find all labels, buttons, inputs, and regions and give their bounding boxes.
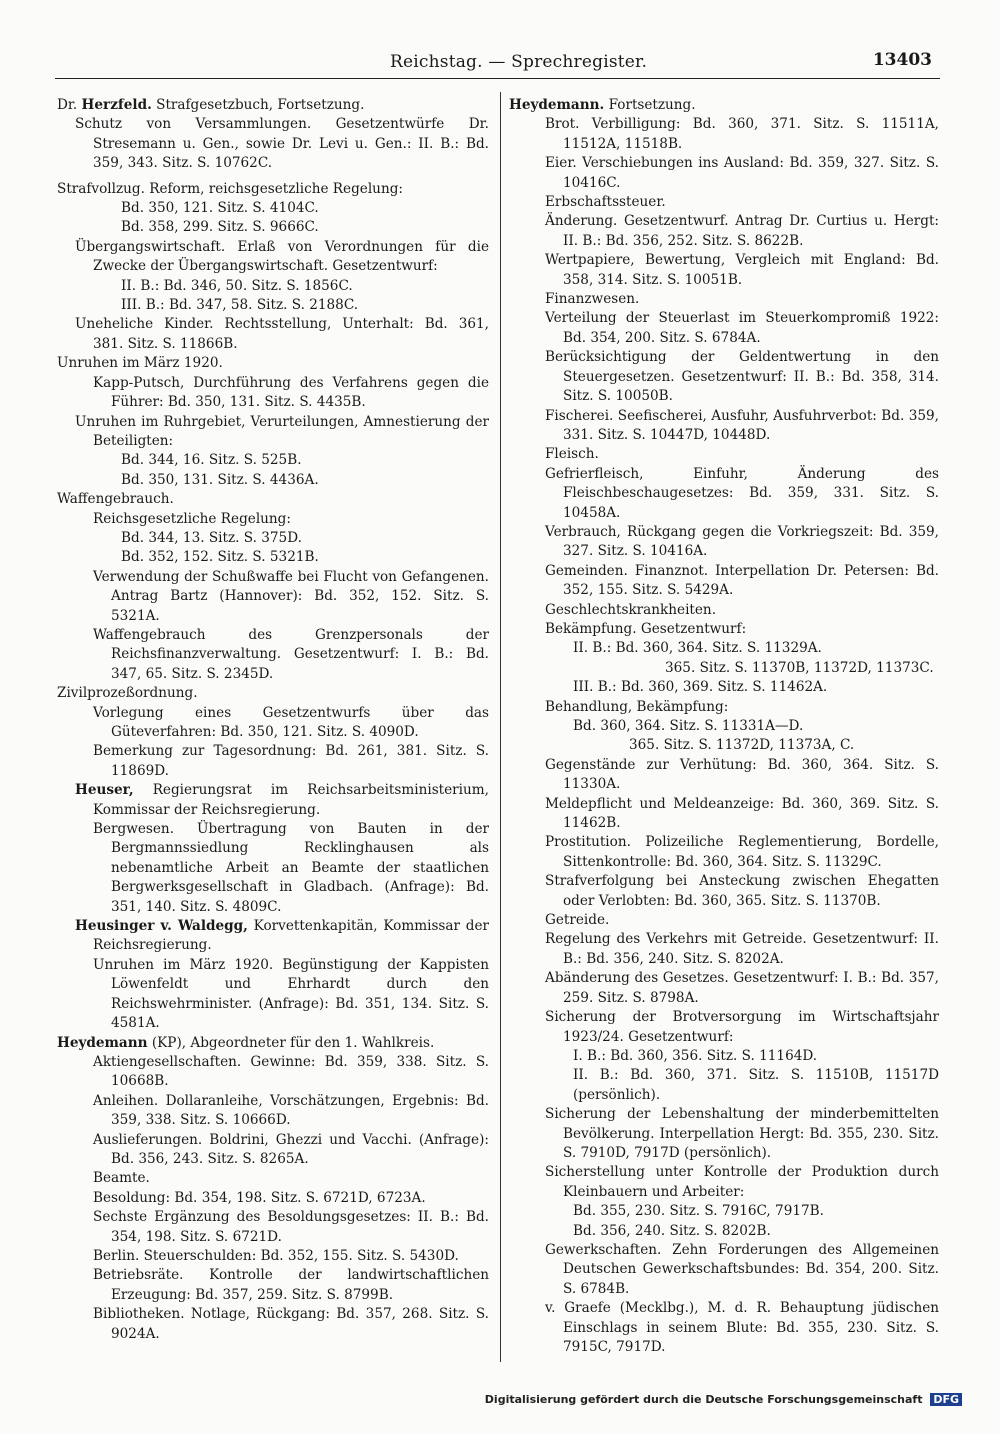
entry-name: Heydemann. [509, 97, 605, 113]
index-entry: Verwendung der Schußwaffe bei Flucht von Gefangenen. Antrag Bartz (Hannover): Bd. 352, 152. Sitz. S. 5321A. [93, 568, 489, 624]
index-entry: Wertpapiere, Bewertung, Vergleich mit England: Bd. 358, 314. Sitz. S. 10051B. [545, 252, 939, 288]
index-entry: Heydemann (KP), Abgeordneter für den 1. Wahlkreis. [57, 1034, 435, 1051]
right-column [509, 96, 939, 1357]
index-entry: Berlin. Steuerschulden: Bd. 352, 155. Sitz. S. 5430D. [93, 1247, 459, 1264]
index-entry: Sicherung der Brotversorgung im Wirtschaftsjahr 1923/24. Gesetzentwurf: [545, 1009, 939, 1045]
index-entry: Eier. Verschiebungen ins Ausland: Bd. 359, 327. Sitz. S. 10416C. [545, 155, 939, 191]
index-entry: Uneheliche Kinder. Rechtsstellung, Unterhalt: Bd. 361, 381. Sitz. S. 11866B. [75, 316, 489, 352]
index-entry: II. B.: Bd. 360, 364. Sitz. S. 11329A. [573, 640, 822, 657]
index-entry: Sechste Ergänzung des Besoldungsgesetzes: II. B.: Bd. 354, 198. Sitz. S. 6721D. [93, 1209, 489, 1245]
left-column [57, 96, 489, 1344]
index-entry: Sicherung der Lebenshaltung der minderbemittelten Bevölkerung. Interpellation Hergt: Bd. 355, 230. Sitz. S. 7910D, 7917D (persönlich). [545, 1106, 939, 1161]
index-entry: Reichsgesetzliche Regelung: [93, 510, 291, 527]
index-entry: Geschlechtskrankheiten. [545, 601, 717, 618]
index-entry: Betriebsräte. Kontrolle der landwirtschaftlichen Erzeugung: Bd. 357, 259. Sitz. S. 8799B. [93, 1267, 489, 1303]
index-entry: Heusinger v. Waldegg, Korvettenkapitän, Kommissar der Reichsregierung. [75, 918, 489, 954]
index-entry: Unruhen im Ruhrgebiet, Verurteilungen, Amnestierung der Beteiligten: [75, 413, 489, 449]
index-entry: Prostitution. Polizeiliche Reglementierung, Bordelle, Sittenkontrolle: Bd. 360, 364. Sitz. S. 11329C. [545, 834, 939, 870]
column-divider [500, 92, 501, 1362]
index-entry: 365. Sitz. S. 11370B, 11372D, 11373C. [665, 659, 934, 676]
index-entry: Gefrierfleisch, Einfuhr, Änderung des Fleischbeschaugesetzes: Bd. 359, 331. Sitz. S. 10458A. [545, 465, 939, 521]
index-entry: Verteilung der Steuerlast im Steuerkompromiß 1922: Bd. 354, 200. Sitz. S. 6784A. [545, 310, 939, 346]
index-entry: Bd. 350, 121. Sitz. S. 4104C. [121, 200, 319, 217]
page-number: 13403 [872, 50, 932, 70]
index-entry: Schutz von Versammlungen. Gesetzentwürfe Dr. Stresemann u. Gen., sowie Dr. Levi u. Gen.: II. B.: Bd. 359, 343. Sitz. S. 10762C. [75, 116, 489, 172]
index-entry: Vorlegung eines Gesetzentwurfs über das Güteverfahren: Bd. 350, 121. Sitz. S. 4090D. [93, 704, 489, 740]
footer-credit [485, 1393, 962, 1406]
index-entry: Besoldung: Bd. 354, 198. Sitz. S. 6721D, 6723A. [93, 1189, 426, 1206]
index-entry: I. B.: Bd. 360, 356. Sitz. S. 11164D. [573, 1047, 818, 1064]
index-entry: Unruhen im März 1920. [57, 355, 223, 372]
index-entry: Gegenstände zur Verhütung: Bd. 360, 364. Sitz. S. 11330A. [545, 756, 939, 793]
index-entry: Strafverfolgung bei Ansteckung zwischen Ehegatten oder Verlobten: Bd. 360, 365. Sitz. S. 11370B. [545, 873, 939, 909]
index-entry: Fleisch. [545, 446, 599, 463]
index-entry: Bd. 344, 16. Sitz. S. 525B. [121, 452, 302, 469]
entry-name: Heusinger v. Waldegg, [75, 918, 248, 935]
index-entry: Bd. 352, 152. Sitz. S. 5321B. [121, 549, 319, 566]
index-entry: Sicherstellung unter Kontrolle der Produktion durch Kleinbauern und Arbeiter: [545, 1164, 939, 1200]
index-entry: Beamte. [93, 1170, 150, 1187]
index-entry: Bibliotheken. Notlage, Rückgang: Bd. 357, 268. Sitz. S. 9024A. [93, 1306, 489, 1342]
header-rule [55, 78, 940, 79]
index-entry: Bd. 360, 364. Sitz. S. 11331A—D. [573, 718, 804, 734]
entry-name: Heuser, [75, 782, 134, 799]
index-entry: Getreide. [545, 912, 610, 929]
running-title: Reichstag. — Sprechregister. [390, 52, 648, 72]
index-entry: III. B.: Bd. 360, 369. Sitz. S. 11462A. [573, 679, 828, 696]
index-entry: Bemerkung zur Tagesordnung: Bd. 261, 381. Sitz. S. 11869D. [93, 743, 489, 779]
footer-text: Digitalisierung gefördert durch die Deutsche Forschungsgemeinschaft [484, 1393, 923, 1406]
index-entry: Zivilprozeßordnung. [57, 685, 198, 702]
index-entry: Finanzwesen. [545, 291, 640, 308]
index-entry: Bd. 350, 131. Sitz. S. 4436A. [121, 471, 319, 488]
page-header [50, 50, 950, 76]
index-entry: Waffengebrauch. [57, 491, 174, 508]
index-entry: Erbschaftssteuer. [545, 194, 666, 211]
index-entry: Übergangswirtschaft. Erlaß von Verordnungen für die Zwecke der Übergangswirtschaft. Gesetzentwurf: [75, 238, 489, 275]
index-entry: Änderung. Gesetzentwurf. Antrag Dr. Curtius u. Hergt: II. B.: Bd. 356, 252. Sitz. S. 8622B. [545, 213, 939, 249]
index-entry: Berücksichtigung der Geldentwertung in den Steuergesetzen. Gesetzentwurf: II. B.: Bd. 358, 314. Sitz. S. 10050B. [545, 349, 939, 405]
index-entry: Abänderung des Gesetzes. Gesetzentwurf: I. B.: Bd. 357, 259. Sitz. S. 8798A. [545, 970, 939, 1006]
index-entry: Bd. 355, 230. Sitz. S. 7916C, 7917B. [573, 1203, 824, 1220]
index-entry: Bd. 344, 13. Sitz. S. 375D. [121, 529, 302, 546]
index-entry: Dr. Herzfeld. Strafgesetzbuch, Fortsetzung. [57, 97, 365, 113]
index-entry: Gewerkschaften. Zehn Forderungen des Allgemeinen Deutschen Gewerkschaftsbundes: Bd. 354, 200. Sitz. S. 6784B. [545, 1241, 939, 1297]
index-entry: Unruhen im März 1920. Begünstigung der Kappisten Löwenfeldt und Ehrhardt durch den Reichswehrminister. (Anfrage): Bd. 351, 134. Sitz. S. 4581A. [93, 956, 489, 1032]
index-entry: Aktiengesellschaften. Gewinne: Bd. 359, 338. Sitz. S. 10668B. [93, 1053, 489, 1090]
index-entry: II. B.: Bd. 360, 371. Sitz. S. 11510B, 11517D (persönlich). [573, 1067, 939, 1103]
entry-name: Heydemann [57, 1034, 148, 1051]
index-entry: Bekämpfung. Gesetzentwurf: [545, 620, 747, 637]
index-entry: Regelung des Verkehrs mit Getreide. Gesetzentwurf: II. B.: Bd. 356, 240. Sitz. S. 8202A. [545, 931, 939, 967]
index-entry: Kapp-Putsch, Durchführung des Verfahrens gegen die Führer: Bd. 350, 131. Sitz. S. 4435B. [93, 374, 489, 411]
index-entry: II. B.: Bd. 346, 50. Sitz. S. 1856C. [121, 277, 353, 294]
index-entry: Auslieferungen. Boldrini, Ghezzi und Vacchi. (Anfrage): Bd. 356, 243. Sitz. S. 8265A. [93, 1131, 489, 1167]
index-entry: Bd. 358, 299. Sitz. S. 9666C. [121, 219, 319, 236]
index-entry: Heydemann. Fortsetzung. [509, 97, 696, 113]
index-entry: v. Graefe (Mecklbg.), M. d. R. Behauptung jüdischen Einschlags in seinem Blute: Bd. 355, 230. Sitz. S. 7915C, 7917D. [545, 1300, 939, 1355]
index-entry: Brot. Verbilligung: Bd. 360, 371. Sitz. S. 11511A, 11512A, 11518B. [545, 116, 939, 152]
index-entry: Fischerei. Seefischerei, Ausfuhr, Ausfuhrverbot: Bd. 359, 331. Sitz. S. 10447D, 10448D. [545, 407, 939, 443]
dfg-logo: DFG [930, 1393, 962, 1406]
index-entry: Meldepflicht und Meldeanzeige: Bd. 360, 369. Sitz. S. 11462B. [545, 795, 939, 832]
index-entry: Waffengebrauch des Grenzpersonals der Reichsfinanzverwaltung. Gesetzentwurf: I. B.: Bd. 347, 65. Sitz. S. 2345D. [93, 626, 489, 682]
entry-name: Herzfeld. [81, 97, 152, 113]
index-entry: III. B.: Bd. 347, 58. Sitz. S. 2188C. [121, 297, 359, 314]
index-entry: Strafvollzug. Reform, reichsgesetzliche Regelung: [57, 180, 403, 197]
index-entry: 365. Sitz. S. 11372D, 11373A, C. [629, 737, 855, 754]
index-entry: Heuser, Regierungsrat im Reichsarbeitsministerium, Kommissar der Reichsregierung. [75, 782, 489, 818]
index-entry: Gemeinden. Finanznot. Interpellation Dr. Petersen: Bd. 352, 155. Sitz. S. 5429A. [545, 562, 939, 599]
index-entry: Bd. 356, 240. Sitz. S. 8202B. [573, 1222, 771, 1239]
index-entry: Bergwesen. Übertragung von Bauten in der Bergmannssiedlung Recklinghausen als nebenamtliche Arbeit an Beamte der staatlichen Bergwerksgesellschaft in Gladbach. (Anfrage): Bd. 351, 140. Sitz. S. 4809C. [93, 821, 489, 915]
index-entry: Behandlung, Bekämpfung: [545, 698, 729, 715]
index-entry: Verbrauch, Rückgang gegen die Vorkriegszeit: Bd. 359, 327. Sitz. S. 10416A. [545, 523, 939, 560]
index-entry: Anleihen. Dollaranleihe, Vorschätzungen, Ergebnis: Bd. 359, 338. Sitz. S. 10666D. [93, 1092, 489, 1129]
